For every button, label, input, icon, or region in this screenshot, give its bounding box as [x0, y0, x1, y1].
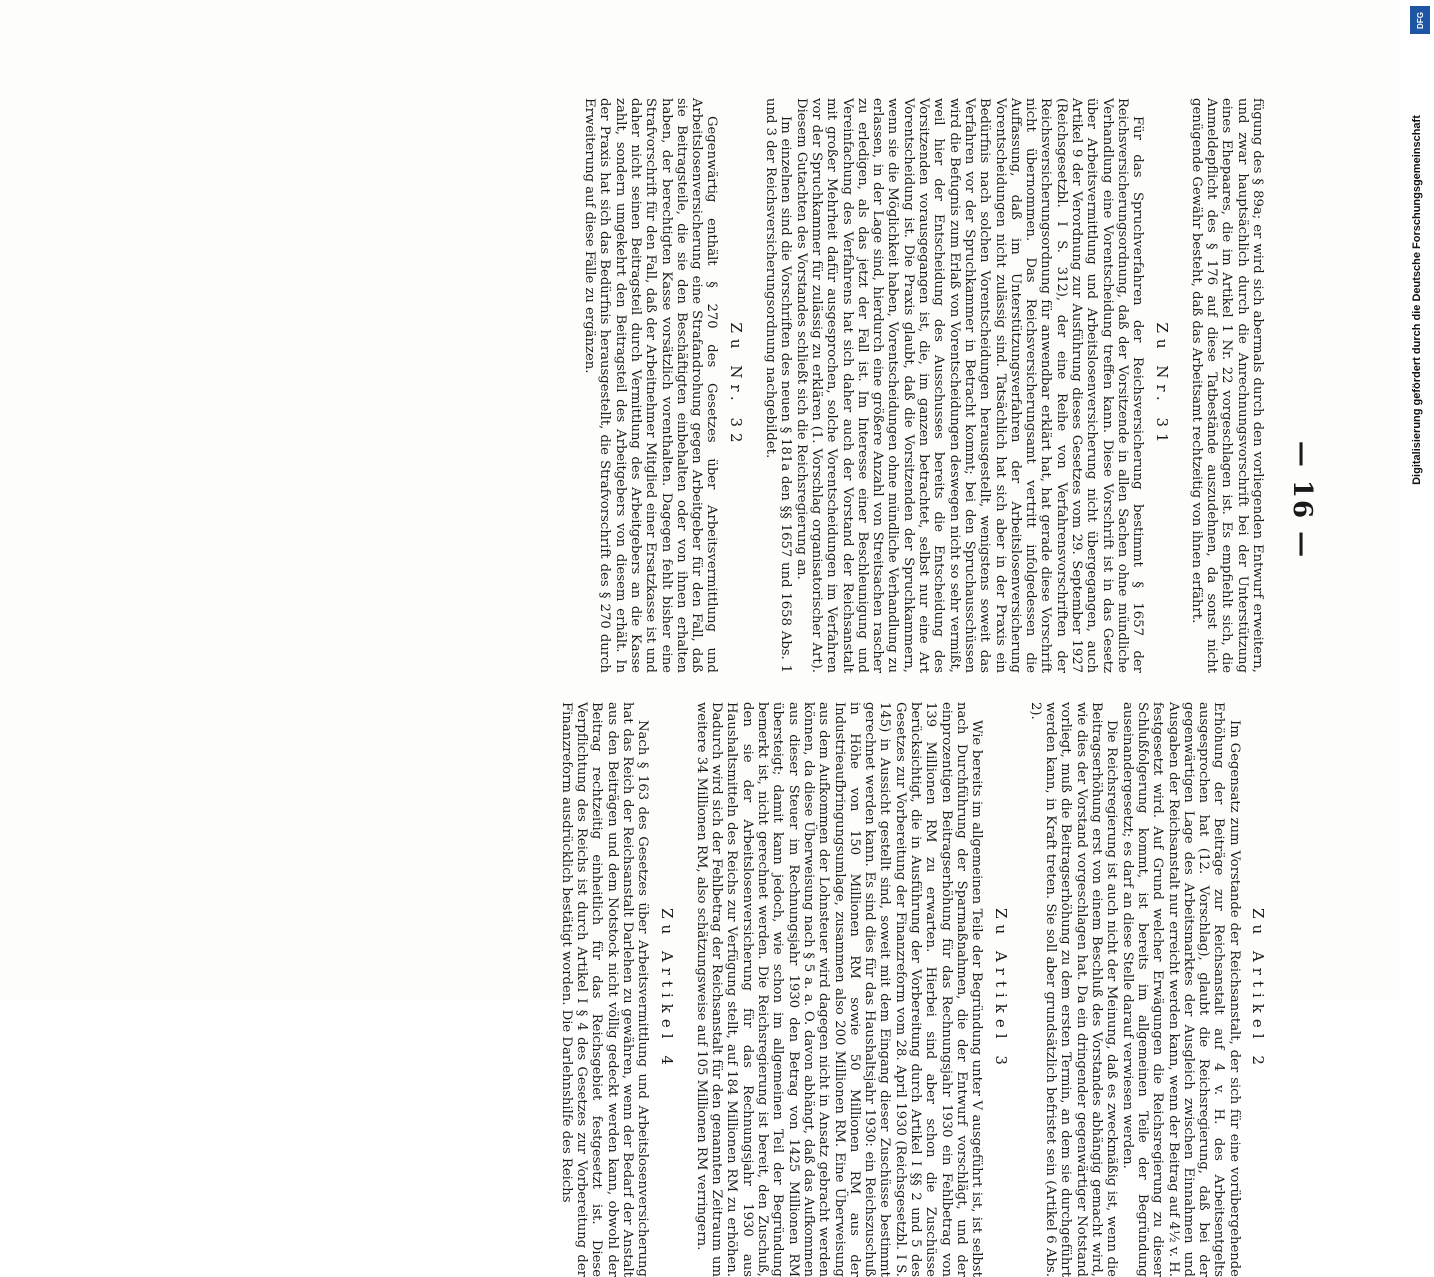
section-heading: Zu Artikel 3 — [991, 908, 1010, 1071]
paragraph: Nach § 163 des Gesetzes über Arbeitsvermittlung und Arbeitslosenversicherung hat das Reich der Reichsanstalt Darlehen zu gewähren, wenn der Bedarf der Anstalt aus den Beiträgen und dem Notstock nicht völlig gedeckt werden kann, obwohl der Beitrag rechtzeitig einheitlich für das Reichsgebiet festgesetzt ist. Diese Verpflichtung des Reichs ist durch Artikel I § 4 des Gesetzes zur Vorbereitung der Finanzreform ausdrücklich bestätigt worden. Die Darlehnshilfe des Reichs — [558, 702, 651, 1277]
paragraph: Wie bereits im allgemeinen Teile der Begründung unter V ausgeführt ist, ist selbst nach Durchführung der Sparmaßnahmen, die der Entwurf vorschlägt, und der einprozentigen Beitragserhöhung für das Rechnungsjahr 1930 ein Fehlbetrag von 139 Millionen RM zu erwarten. Hierbei sind aber schon die Zuschüsse berücksichtigt, die in Ausführung der Vorbereitung durch Artikel I §§ 2 und 5 des Gesetzes zur Vorbereitung der Finanzreform vom 28. April 1930 (Reichsgesetzbl. I S. 145) in Aussicht gestellt sind, soweit mit dem Eingang dieser Zuschüsse bestimmt gerechnet werden kann. Es sind dies für das Haushaltsjahr 1930: ein Reichszuschuß in Höhe von 150 Millionen RM sowie 50 Millionen RM aus der Industrieaufbringungsumlage, zusammen also 200 Millionen RM. Eine Überweisung aus dem Aufkommen der Lohnsteuer wird dagegen nicht in Ansatz gebracht werden können, da diese Überweisung nach § 5 a. a. O. davon abhängt, daß das Aufkommen aus dieser Steuer im Rechnungsjahr 1930 den Betrag von 1425 Millionen RM übersteigt; damit kann jedoch, wie schon im allgemeinen Teil der Begründung bemerkt ist, nicht gerechnet werden. Die Reichsregierung ist bereit, den Zuschuß, den sie der Arbeitslosenversicherung für das Rechnungsjahr 1930 aus Haushaltsmitteln des Reichs zur Verfügung stellt, auf 184 Millionen RM zu erhöhen. Dadurch wird sich der Fehlbetrag der Reichsanstalt für den genannten Zeitraum um weitere 34 Millionen RM, also schätzungsweise auf 105 Millionen RM verringern. — [693, 702, 985, 1277]
digitization-credit: Digitalisierung gefördert durch die Deutsche Forschungsgemeinschaft — [1411, 115, 1423, 485]
rotated-page-content — [117, 90, 1317, 1277]
dfg-logo: DFG — [1410, 6, 1430, 34]
paragraph: Im Gegensatz zum Vorstande der Reichsanstalt, der sich für eine vorübergehende Erhöhung der Beiträge zur Reichsanstalt auf 4 v. H. des Arbeitsentgelts ausgesprochen hat (12. Vorschlag), glaubt die Reichsregierung, daß bei der gegenwärtigen Lage des Arbeitsmarktes der Ausgleich zwischen Einnahmen und Ausgaben der Reichsanstalt nur erreicht werden kann, wenn der Beitrag auf 4½ v. H. festgesetzt wird. Auf Grund welcher Erwägungen die Reichsregierung zu dieser Schlußfolgerung kommt, ist bereits im allgemeinen Teile der Begründung auseinandergesetzt; es darf an diese Stelle darauf verwiesen werden. — [1119, 702, 1242, 1277]
paragraph: Die Reichsregierung ist auch nicht der Meinung, daß es zweckmäßig ist, wenn die Beitragserhöhung erst von einem Beschluß des Vorstandes abhängig gemacht wird, wie dies der Vorstand vorgeschlagen hat. Da ein dringender gegenwärtiger Notstand vorliegt, muß die Beitragserhöhung zu dem ersten Termin, an dem sie durchgeführt werden kann, in Kraft treten. Sie soll aber grundsätzlich befristet sein (Artikel 6 Abs. 2). — [1027, 702, 1120, 1277]
section-heading: Zu Artikel 2 — [1249, 908, 1267, 1071]
right-column — [559, 702, 1265, 1277]
section-heading: Zu Nr. 32 — [726, 322, 745, 449]
left-column — [582, 98, 1265, 673]
section-heading: Zu Artikel 4 — [657, 908, 676, 1071]
paragraph: Im einzelnen sind die Vorschriften des neuen § 181a den §§ 1657 und 1658 Abs. 1 und 3 der Reichsversicherungsordnung nachgebildet. — [763, 98, 794, 673]
paragraph: fügung des § 89a; er wird sich abermals durch den vorliegenden Entwurf erweitern, und zwar hauptsächlich durch die Anrechnungsvorschrift bei der Unterstützung eines Ehepaares, die im Artikel 1 Nr. 22 vorgeschlagen ist. Es empfiehlt sich, die Anmeldepflicht des § 176 auf diese Tatbestände auszudehnen, da sonst nicht genügende Gewähr besteht, daß das Arbeitsamt rechtzeitig von ihnen erfährt. — [1188, 98, 1265, 673]
paragraph: Gegenwärtig enthält § 270 des Gesetzes über Arbeitsvermittlung und Arbeitslosenversicherung eine Strafandrohung gegen Arbeitgeber für den Fall, daß sie Beitragsteile, die sie den Beschäftigten einbehalten oder von ihnen erhalten haben, der berechtigten Kasse vorsätzlich vorenthalten. Dagegen fehlt bisher eine Strafvorschrift für den Fall, daß der Arbeitnehmer Mitglied einer Ersatzkasse ist und daher nicht seinen Beitragsteil durch Vermittlung des Arbeitgebers an die Kasse zahlt, sondern umgekehrt den Beitragsteil des Arbeitgebers von diesem erhält. In der Praxis hat sich das Bedürfnis herausgestellt, die Strafvorschrift des § 270 durch Erweiterung auf diese Fälle zu ergänzen. — [582, 98, 720, 673]
digitization-sidebar — [1400, 0, 1434, 1000]
page-number: — 16 — — [1287, 440, 1317, 560]
section-heading: Zu Nr. 31 — [1152, 322, 1171, 449]
paragraph: Für das Spruchverfahren der Reichsversicherung bestimmt § 1657 der Reichsversicherungsordnung, daß der Vorsitzende in allen Sachen ohne mündliche Verhandlung eine Vorentscheidung treffen kann. Diese Vorschrift ist in das Gesetz über Arbeitsvermittlung und Arbeitslosenversicherung nicht übergegangen, auch Artikel 9 der Verordnung zur Ausführung dieses Gesetzes vom 29. September 1927 (Reichsgesetzbl. I S. 312), der eine Reihe von Verfahrensvorschriften der Reichsversicherungsordnung für anwendbar erklärt hat, hat gerade diese Vorschrift nicht übernommen. Das Reichsversicherungsamt vertritt infolgedessen die Auffassung, daß im Unterstützungsverfahren der Arbeitslosenversicherung Vorentscheidungen nicht zulässig sind. Tatsächlich hat sich aber in der Praxis ein Bedürfnis nach solchen Vorentscheidungen herausgestellt, wenigstens soweit das Verfahren vor der Spruchkammer in Betracht kommt; bei den Spruchausschüssen wird die Befugnis zum Erlaß von Vorentscheidungen deswegen nicht so sehr vermißt, weil hier der Entscheidung des Ausschusses bereits die Entscheidung des Vorsitzenden vorausgegangen ist, die, im ganzen betrachtet, selbst nur eine Art Vorentscheidung ist. Die Praxis glaubt, daß die Vorsitzenden der Spruchkammern, wenn sie die Möglichkeit haben, Vorentscheidungen ohne mündliche Verhandlung zu erlassen, in der Lage sind, hierdurch eine größere Anzahl von Streitsachen rascher zu erledigen, als das jetzt der Fall ist. Im Interesse einer Beschleunigung und Vereinfachung des Verfahrens hat sich daher auch der Vorstand der Reichsanstalt mit großer Mehrheit dafür ausgesprochen, solche Vorentscheidungen im Verfahren vor der Spruchkammer für zulässig zu erklären (1. Vorschlag organisatorischer Art). Diesem Gutachten des Vorstandes schließt sich die Reichsregierung an. — [793, 98, 1146, 673]
